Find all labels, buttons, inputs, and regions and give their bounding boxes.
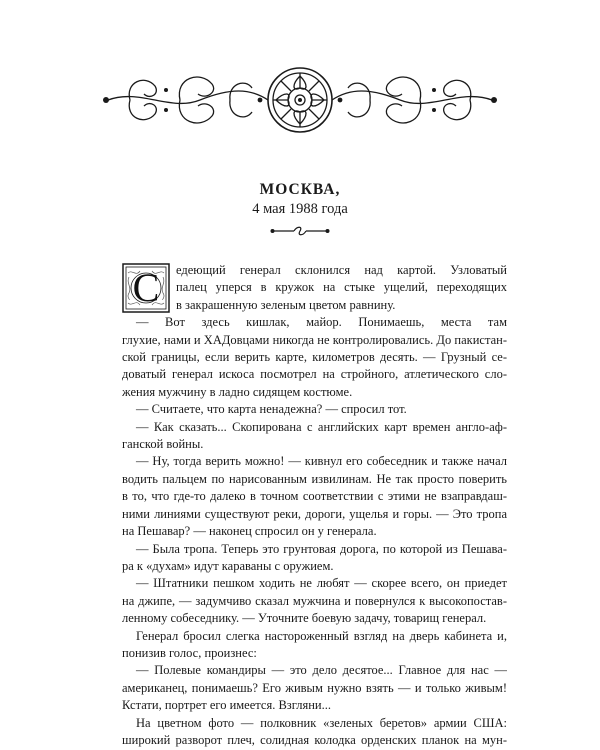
drop-cap-letter: С [132, 265, 160, 310]
text-line: — Как сказать... Скопирована с английских карт времен англо-аф- [136, 419, 507, 434]
text-line: на Пешавар? — наконец спросил он у генерала. [122, 524, 377, 539]
text-line: американец, понимаешь? Его живым нужно взять — и только живым! [122, 680, 507, 695]
text-line: Кстати, портрет его имеется. Взгляни... [122, 698, 331, 713]
text-line: широкий разворот плеч, солидная колодка орденских планок на мун- [122, 732, 507, 747]
heading-date: 4 мая 1988 года [252, 201, 348, 217]
text-line: на джипе, — задумчиво сказал мужчина и повернулся к высокопостав- [122, 593, 507, 608]
chapter-heading [0, 180, 600, 219]
text-line: — Была тропа. Теперь это грунтовая дорога, по которой из Пешава- [136, 541, 507, 556]
text-line: ской границы, если верить карте, километров десять. — Грузный се- [122, 350, 507, 365]
flourish-divider [270, 225, 330, 237]
text-line: ганской войны. [122, 437, 204, 452]
text-line: — Ну, тогда верить можно! — кивнул его собеседник и также начал [136, 454, 507, 469]
text-line: Генерал бросил слегка настороженный взгляд на дверь кабинета и, [136, 628, 507, 643]
text-line: глухие, нами и ХАДовцами никогда не контролировались. До пакистан- [122, 332, 507, 347]
text-line: ними линиями существуют реки, дороги, ущелья и горы. — Это тропа [122, 506, 507, 521]
text-line: понизив голос, произнес: [122, 645, 257, 660]
text-line: ленному собеседнику. — Уточните боевую задачу, товарищ генерал. [122, 611, 487, 626]
text-line: — Вот здесь кишлак, майор. Понимаешь, места там [136, 315, 507, 330]
text-line: едеющий генерал склонился над картой. Узловатый [176, 263, 507, 277]
body-text [122, 262, 507, 749]
heading-city: МОСКВА, [259, 181, 341, 198]
text-line: — Считаете, что карта ненадежна? — спросил тот. [136, 402, 407, 417]
text-line: водить пальцем по нарисованным извилинам. Не так просто поверить [122, 471, 507, 486]
text-line: доватый генерал искоса посмотрел на стройного, атлетического сло- [122, 367, 507, 382]
text-line: в закрашенную зеленым цветом равнину. [176, 297, 396, 312]
paragraph-lines [122, 262, 507, 749]
drop-cap [122, 263, 170, 313]
text-line: — Штатники пешком ходить не любят — скорее всего, он приедет [136, 576, 507, 591]
text-line: ра к «духам» идут караваны с оружием. [122, 558, 334, 573]
text-line: в то, что где-то далеко в точном соответствии с этими не взаправдаш- [122, 489, 507, 504]
ornamental-headpiece [100, 60, 500, 138]
text-line: — Полевые командиры — это дело десятое... Главное для нас — [136, 663, 507, 678]
text-line: жения мужчину в ладно сидящем костюме. [122, 384, 353, 399]
text-line: На цветном фото — полковник «зеленых беретов» армии США: [136, 715, 507, 730]
text-line: палец уперся в кружок на стыке ущелий, переходящих [176, 280, 507, 295]
